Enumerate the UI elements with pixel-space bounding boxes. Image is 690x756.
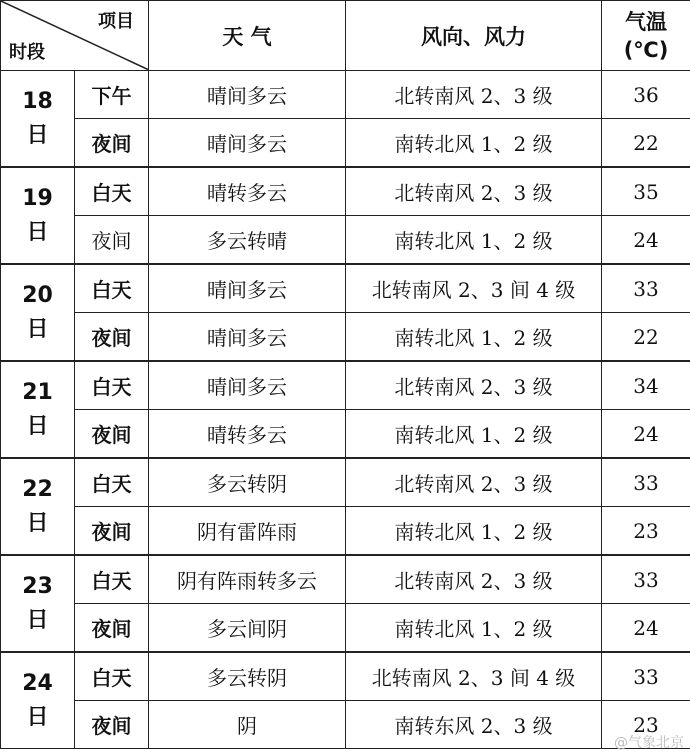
weather-column-header: 天 气 — [149, 1, 346, 71]
forecast-row — [1, 361, 690, 410]
wind-cell: 南转东风 2、3 级 — [346, 701, 602, 749]
forecast-row — [1, 604, 690, 653]
temperature-cell: 23 — [602, 507, 690, 556]
weather-cell: 晴间多云 — [149, 264, 346, 313]
weather-cell: 多云间阴 — [149, 604, 346, 653]
weather-cell: 晴间多云 — [149, 71, 346, 119]
weather-cell: 阴有雷阵雨 — [149, 507, 346, 556]
corner-header-cell — [1, 1, 149, 71]
weather-cell: 晴转多云 — [149, 167, 346, 216]
date-day-number: 18 — [22, 88, 53, 114]
weather-cell: 多云转阴 — [149, 458, 346, 507]
date-day-unit: 日 — [26, 219, 49, 245]
period-cell: 白天 — [75, 555, 149, 604]
weather-cell: 晴间多云 — [149, 361, 346, 410]
period-cell: 白天 — [75, 458, 149, 507]
date-day-number: 20 — [22, 282, 53, 308]
weather-cell: 晴间多云 — [149, 119, 346, 168]
wind-cell: 北转南风 2、3 间 4 级 — [346, 652, 602, 701]
period-cell: 夜间 — [75, 507, 149, 556]
period-cell: 夜间 — [75, 313, 149, 362]
date-cell — [1, 167, 75, 264]
period-cell: 夜间 — [75, 119, 149, 168]
period-cell: 下午 — [75, 71, 149, 119]
temperature-cell: 33 — [602, 264, 690, 313]
forecast-row — [1, 410, 690, 459]
date-day-number: 21 — [22, 379, 53, 405]
weather-cell: 多云转阴 — [149, 652, 346, 701]
weather-cell: 阴 — [149, 701, 346, 749]
date-day-unit: 日 — [26, 316, 49, 342]
temperature-cell: 24 — [602, 216, 690, 265]
forecast-row — [1, 167, 690, 216]
period-cell: 夜间 — [75, 216, 149, 265]
temperature-header-unit: (℃) — [623, 37, 669, 62]
corner-label-period: 时段 — [9, 42, 45, 63]
wind-column-header: 风向、风力 — [346, 1, 602, 71]
temperature-cell: 34 — [602, 361, 690, 410]
temperature-cell: 33 — [602, 458, 690, 507]
temperature-cell: 22 — [602, 119, 690, 168]
wind-cell: 北转南风 2、3 级 — [346, 167, 602, 216]
temperature-cell: 23 — [602, 701, 690, 749]
wind-cell: 南转北风 1、2 级 — [346, 410, 602, 459]
period-cell: 白天 — [75, 264, 149, 313]
wind-cell: 南转北风 1、2 级 — [346, 507, 602, 556]
date-cell — [1, 652, 75, 749]
weather-cell: 晴转多云 — [149, 410, 346, 459]
watermark: @气象北京 — [614, 735, 684, 751]
date-day-unit: 日 — [26, 704, 49, 730]
period-cell: 白天 — [75, 361, 149, 410]
forecast-row — [1, 701, 690, 749]
date-cell — [1, 555, 75, 652]
period-cell: 夜间 — [75, 701, 149, 749]
date-cell — [1, 361, 75, 458]
period-cell: 夜间 — [75, 410, 149, 459]
forecast-row — [1, 313, 690, 362]
header-row — [1, 1, 690, 71]
temperature-cell: 24 — [602, 410, 690, 459]
temperature-cell: 33 — [602, 652, 690, 701]
corner-label-item: 项目 — [98, 11, 134, 32]
date-day-unit: 日 — [26, 413, 49, 439]
forecast-row — [1, 264, 690, 313]
date-day-unit: 日 — [26, 122, 49, 148]
temperature-column-header — [602, 1, 690, 71]
date-cell — [1, 71, 75, 168]
temperature-cell: 24 — [602, 604, 690, 653]
date-cell — [1, 458, 75, 555]
wind-cell: 南转北风 1、2 级 — [346, 119, 602, 168]
date-cell — [1, 264, 75, 361]
wind-cell: 南转北风 1、2 级 — [346, 313, 602, 362]
period-cell: 白天 — [75, 167, 149, 216]
period-cell: 白天 — [75, 652, 149, 701]
date-day-number: 19 — [22, 185, 53, 211]
period-cell: 夜间 — [75, 604, 149, 653]
temperature-cell: 36 — [602, 71, 690, 119]
temperature-cell: 33 — [602, 555, 690, 604]
wind-cell: 北转南风 2、3 级 — [346, 361, 602, 410]
date-day-number: 24 — [22, 670, 53, 696]
date-day-number: 23 — [22, 573, 53, 599]
date-day-unit: 日 — [26, 607, 49, 633]
wind-cell: 北转南风 2、3 级 — [346, 458, 602, 507]
forecast-row — [1, 652, 690, 701]
wind-cell: 南转北风 1、2 级 — [346, 216, 602, 265]
forecast-row — [1, 71, 690, 119]
weather-cell: 阴有阵雨转多云 — [149, 555, 346, 604]
wind-cell: 北转南风 2、3 间 4 级 — [346, 264, 602, 313]
temperature-cell: 35 — [602, 167, 690, 216]
wind-cell: 北转南风 2、3 级 — [346, 71, 602, 119]
date-day-unit: 日 — [26, 510, 49, 536]
date-day-number: 22 — [22, 476, 53, 502]
forecast-body — [1, 71, 690, 749]
forecast-row — [1, 216, 690, 265]
forecast-row — [1, 458, 690, 507]
weather-cell: 多云转晴 — [149, 216, 346, 265]
temperature-cell: 22 — [602, 313, 690, 362]
weather-cell: 晴间多云 — [149, 313, 346, 362]
wind-cell: 北转南风 2、3 级 — [346, 555, 602, 604]
forecast-row — [1, 119, 690, 168]
temperature-header-label: 气温 — [625, 9, 667, 34]
wind-cell: 南转北风 1、2 级 — [346, 604, 602, 653]
forecast-row — [1, 555, 690, 604]
forecast-row — [1, 507, 690, 556]
